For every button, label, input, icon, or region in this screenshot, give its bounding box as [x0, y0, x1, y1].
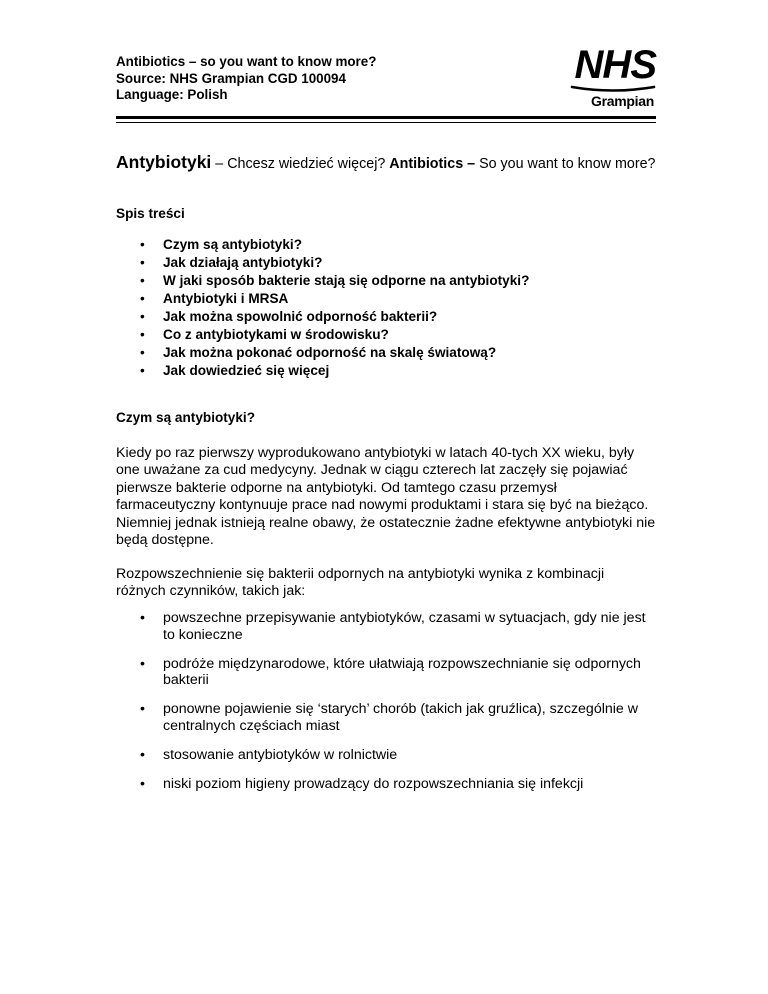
list-item: • ponowne pojawienie się ‘starych’ chorób (takich jak gruźlica), szczególnie w centralnych częściach miast	[116, 701, 656, 735]
nhs-grampian-logo	[566, 41, 662, 111]
table-of-contents	[116, 236, 529, 380]
toc-item: • Jak można spowolnić odporność bakterii?	[116, 308, 529, 326]
list-item: • powszechne przepisywanie antybiotyków, czasami w sytuacjach, gdy nie jest to konieczne	[116, 610, 656, 644]
toc-item: • Jak działają antybiotyki?	[116, 254, 529, 272]
list-item: • niski poziom higieny prowadzący do rozpowszechniania się infekcji	[116, 776, 656, 793]
list-item: • podróże międzynarodowe, które ułatwiają rozpowszechnianie się odpornych bakterii	[116, 656, 656, 690]
toc-item: • W jaki sposób bakterie stają się odporne na antybiotyki?	[116, 272, 529, 290]
section-heading: Czym są antybiotyki?	[116, 410, 255, 425]
header-rule-thin	[116, 122, 656, 123]
document-title	[116, 154, 656, 173]
title-main: Antybiotyki	[116, 152, 212, 172]
header-language: Language: Polish	[116, 87, 228, 102]
factor-list	[116, 610, 656, 804]
header-source: Source: NHS Grampian CGD 100094	[116, 70, 346, 86]
title-english-rest: So you want to know more?	[479, 156, 656, 172]
paragraph: Rozpowszechnienie się bakterii odpornych na antybiotyki wynika z kombinacji różnych czynników, takich jak:	[116, 566, 605, 600]
logo-swoosh-icon	[570, 85, 656, 93]
logo-nhs-text: NHS	[574, 43, 656, 87]
document-header	[116, 43, 656, 110]
toc-item: • Jak można pokonać odporność na skalę światową?	[116, 344, 529, 362]
title-polish-subtitle: – Chcesz wiedzieć więcej?	[211, 156, 390, 172]
list-item: • stosowanie antybiotyków w rolnictwie	[116, 747, 656, 764]
logo-region-text: Grampian	[591, 93, 654, 109]
header-title: Antibiotics – so you want to know more?	[116, 54, 377, 69]
header-rule-thick	[116, 116, 656, 119]
toc-item: • Co z antybiotykami w środowisku?	[116, 326, 529, 344]
paragraph: Kiedy po raz pierwszy wyprodukowano antybiotyki w latach 40-tych XX wieku, były one uważane za cud medycyny. Jednak w ciągu czterech lat zaczęły się pojawiać pierwsze bakterie odporne na antybiotyki. Od tamtego czasu przemysł farmaceutyczny kontynuuje prace nad nowymi produktami i stara się być na bieżąco. Niemniej jednak istnieją realne obawy, że ostatecznie żadne efektywne antybiotyki nie będą dostępne.	[116, 445, 656, 549]
toc-heading: Spis treści	[116, 206, 185, 221]
toc-item: • Czym są antybiotyki?	[116, 236, 529, 254]
title-english-bold: Antibiotics –	[389, 156, 480, 172]
toc-item: • Antybiotyki i MRSA	[116, 290, 529, 308]
toc-item: • Jak dowiedzieć się więcej	[116, 362, 529, 380]
